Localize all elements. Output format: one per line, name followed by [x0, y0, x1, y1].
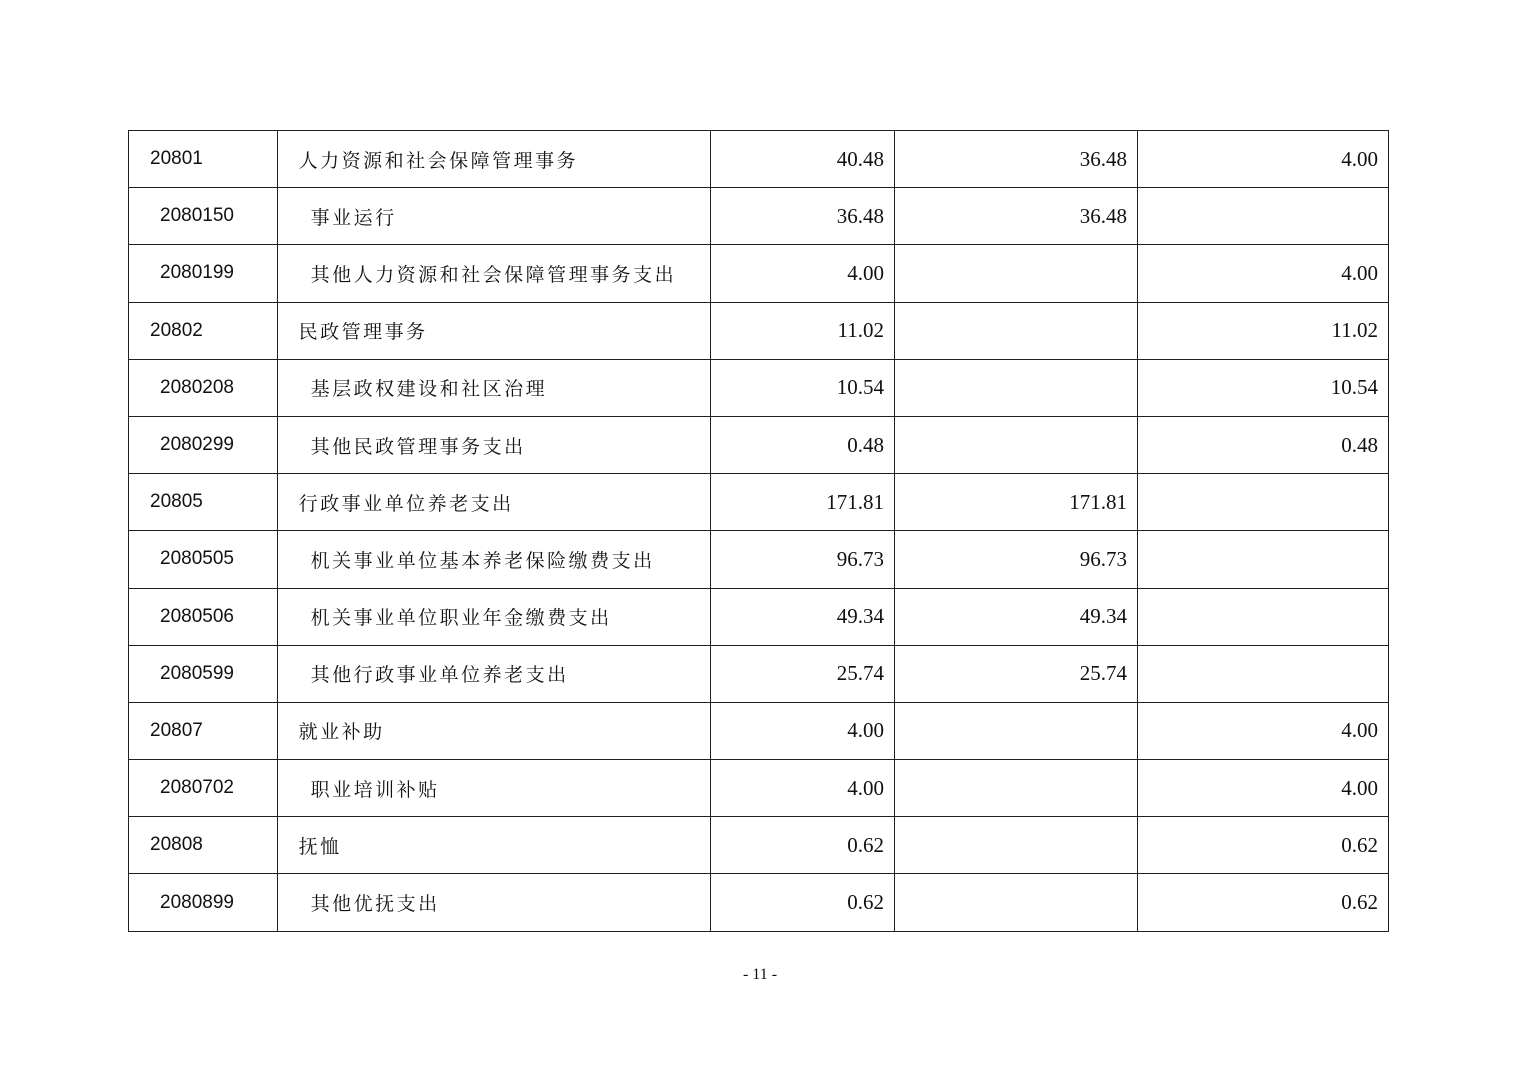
item-name-cell: 人力资源和社会保障管理事务: [277, 131, 711, 188]
amount-cell-3: 0.62: [1137, 874, 1388, 931]
table-row: [129, 302, 1389, 359]
amount-cell-1: 25.74: [711, 645, 895, 702]
table-row: [129, 531, 1389, 588]
amount-cell-1: 96.73: [711, 531, 895, 588]
amount-cell-3: [1137, 588, 1388, 645]
table-row: [129, 588, 1389, 645]
amount-cell-3: 4.00: [1137, 702, 1388, 759]
amount-cell-3: [1137, 645, 1388, 702]
code-cell: 2080208: [129, 359, 278, 416]
code-cell: 2080150: [129, 188, 278, 245]
amount-cell-2: [895, 359, 1138, 416]
code-cell: 2080899: [129, 874, 278, 931]
amount-cell-3: [1137, 474, 1388, 531]
amount-cell-2: 36.48: [895, 188, 1138, 245]
amount-cell-1: 49.34: [711, 588, 895, 645]
item-name-cell: 职业培训补贴: [277, 760, 711, 817]
item-name-cell: 机关事业单位基本养老保险缴费支出: [277, 531, 711, 588]
amount-cell-2: 171.81: [895, 474, 1138, 531]
amount-cell-1: 36.48: [711, 188, 895, 245]
table-row: [129, 359, 1389, 416]
code-cell: 2080702: [129, 760, 278, 817]
page-number: - 11 -: [742, 966, 778, 983]
amount-cell-1: 4.00: [711, 245, 895, 302]
amount-cell-3: 0.48: [1137, 416, 1388, 473]
amount-cell-3: 4.00: [1137, 245, 1388, 302]
item-name-cell: 其他民政管理事务支出: [277, 416, 711, 473]
item-name-cell: 抚恤: [277, 817, 711, 874]
amount-cell-1: 0.62: [711, 817, 895, 874]
amount-cell-3: 4.00: [1137, 760, 1388, 817]
table-row: [129, 131, 1389, 188]
budget-table: [128, 130, 1389, 932]
table-body: [129, 131, 1389, 932]
table-row: [129, 760, 1389, 817]
code-cell: 20802: [129, 302, 278, 359]
amount-cell-1: 4.00: [711, 760, 895, 817]
amount-cell-3: [1137, 188, 1388, 245]
amount-cell-2: [895, 302, 1138, 359]
table-row: [129, 702, 1389, 759]
item-name-cell: 其他优抚支出: [277, 874, 711, 931]
amount-cell-2: [895, 760, 1138, 817]
table-row: [129, 645, 1389, 702]
amount-cell-2: 25.74: [895, 645, 1138, 702]
item-name-cell: 其他行政事业单位养老支出: [277, 645, 711, 702]
amount-cell-1: 40.48: [711, 131, 895, 188]
amount-cell-1: 171.81: [711, 474, 895, 531]
item-name-cell: 事业运行: [277, 188, 711, 245]
code-cell: 20807: [129, 702, 278, 759]
amount-cell-3: 10.54: [1137, 359, 1388, 416]
table-row: [129, 474, 1389, 531]
amount-cell-1: 4.00: [711, 702, 895, 759]
table-row: [129, 188, 1389, 245]
code-cell: 20801: [129, 131, 278, 188]
code-cell: 20805: [129, 474, 278, 531]
amount-cell-1: 11.02: [711, 302, 895, 359]
amount-cell-3: 0.62: [1137, 817, 1388, 874]
code-cell: 2080505: [129, 531, 278, 588]
code-cell: 2080299: [129, 416, 278, 473]
table-row: [129, 817, 1389, 874]
amount-cell-2: [895, 702, 1138, 759]
amount-cell-2: [895, 245, 1138, 302]
item-name-cell: 行政事业单位养老支出: [277, 474, 711, 531]
item-name-cell: 就业补助: [277, 702, 711, 759]
amount-cell-2: 96.73: [895, 531, 1138, 588]
code-cell: 2080599: [129, 645, 278, 702]
code-cell: 20808: [129, 817, 278, 874]
amount-cell-3: 11.02: [1137, 302, 1388, 359]
item-name-cell: 基层政权建设和社区治理: [277, 359, 711, 416]
amount-cell-2: [895, 416, 1138, 473]
code-cell: 2080199: [129, 245, 278, 302]
amount-cell-2: 36.48: [895, 131, 1138, 188]
item-name-cell: 其他人力资源和社会保障管理事务支出: [277, 245, 711, 302]
code-cell: 2080506: [129, 588, 278, 645]
table-row: [129, 245, 1389, 302]
item-name-cell: 机关事业单位职业年金缴费支出: [277, 588, 711, 645]
amount-cell-2: [895, 874, 1138, 931]
amount-cell-2: 49.34: [895, 588, 1138, 645]
amount-cell-2: [895, 817, 1138, 874]
amount-cell-3: [1137, 531, 1388, 588]
item-name-cell: 民政管理事务: [277, 302, 711, 359]
amount-cell-1: 0.48: [711, 416, 895, 473]
amount-cell-1: 0.62: [711, 874, 895, 931]
amount-cell-1: 10.54: [711, 359, 895, 416]
table-row: [129, 874, 1389, 931]
amount-cell-3: 4.00: [1137, 131, 1388, 188]
table-row: [129, 416, 1389, 473]
